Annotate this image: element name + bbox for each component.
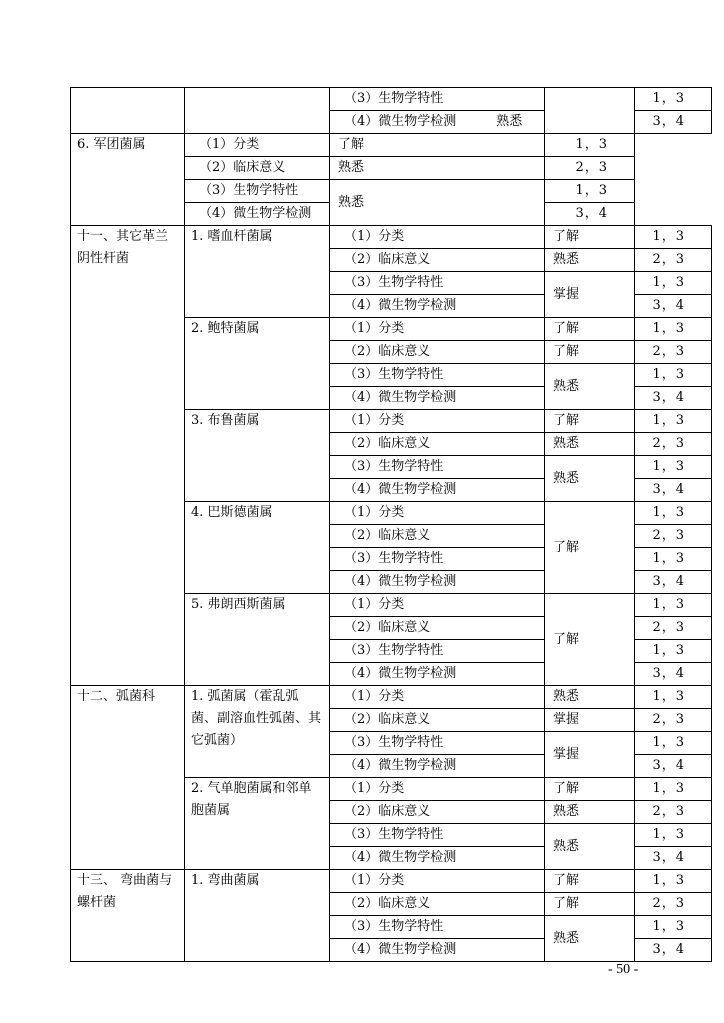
level-cell: 了解 bbox=[545, 893, 635, 916]
section-cell: 1，3 bbox=[635, 88, 712, 111]
level-cell: 掌握 bbox=[545, 709, 635, 732]
level-cell: 熟悉 bbox=[545, 824, 635, 870]
section-cell: 3，4 bbox=[635, 847, 712, 870]
genus-cell: 3. 布鲁菌属 bbox=[185, 410, 330, 502]
item-cell: （2）临床意义 bbox=[330, 433, 545, 456]
genus-cell: 1. 弯曲菌属 bbox=[185, 870, 330, 962]
level-cell: 掌握 bbox=[545, 272, 635, 318]
item-cell: （4）微生物学检测 bbox=[330, 847, 545, 870]
level-cell: 了解 bbox=[330, 134, 545, 157]
item-cell: （3）生物学特性 bbox=[185, 180, 330, 203]
section-cell: 1，3 bbox=[635, 318, 712, 341]
item-cell: （3）生物学特性 bbox=[330, 88, 545, 111]
section-cell: 3，4 bbox=[635, 111, 712, 134]
item-cell: （3）生物学特性 bbox=[330, 824, 545, 847]
item-cell: （4）微生物学检测 bbox=[330, 387, 545, 410]
section-cell: 1，3 bbox=[545, 180, 635, 203]
section-cell: 2，3 bbox=[635, 617, 712, 640]
inline-level-text: 熟悉 bbox=[496, 114, 523, 129]
level-cell: 熟悉 bbox=[545, 916, 635, 962]
section-cell: 3，4 bbox=[635, 663, 712, 686]
level-cell: 了解 bbox=[545, 410, 635, 433]
section-cell: 2，3 bbox=[545, 157, 635, 180]
item-cell: （4）微生物学检测 bbox=[330, 571, 545, 594]
item-cell: （1）分类 bbox=[330, 410, 545, 433]
level-cell: 熟悉 bbox=[545, 801, 635, 824]
level-cell: 熟悉 bbox=[545, 364, 635, 410]
item-cell: （4）微生物学检测 bbox=[330, 939, 545, 962]
table-row bbox=[71, 870, 712, 893]
section-cell: 2，3 bbox=[635, 893, 712, 916]
item-cell: （2）临床意义 bbox=[330, 249, 545, 272]
item-cell: （4）微生物学检测 bbox=[330, 755, 545, 778]
genus-cell: 2. 气单胞菌属和邻单胞菌属 bbox=[185, 778, 330, 870]
item-cell: （2）临床意义 bbox=[330, 709, 545, 732]
level-cell: 掌握 bbox=[545, 732, 635, 778]
section-cell: 1，3 bbox=[635, 824, 712, 847]
level-cell: 了解 bbox=[545, 502, 635, 594]
chapter-cell: 十一、其它革兰阴性杆菌 bbox=[71, 226, 185, 686]
section-cell: 2，3 bbox=[635, 433, 712, 456]
level-cell: 熟悉 bbox=[545, 456, 635, 502]
section-cell: 3，4 bbox=[635, 755, 712, 778]
page-number: - 50 - bbox=[608, 962, 639, 977]
level-cell: 了解 bbox=[545, 226, 635, 249]
level-cell: 了解 bbox=[545, 778, 635, 801]
item-cell: （1）分类 bbox=[330, 870, 545, 893]
item-cell: （3）生物学特性 bbox=[330, 456, 545, 479]
section-cell: 3，4 bbox=[635, 571, 712, 594]
genus-cell: 1. 嗜血杆菌属 bbox=[185, 226, 330, 318]
level-cell: 熟悉 bbox=[545, 686, 635, 709]
item-text: （4）微生物学检测 bbox=[344, 114, 457, 129]
section-cell: 2，3 bbox=[635, 709, 712, 732]
item-cell: （2）临床意义 bbox=[330, 341, 545, 364]
item-cell: （2）临床意义 bbox=[330, 617, 545, 640]
chapter-cell: 十二、弧菌科 bbox=[71, 686, 185, 870]
genus-cell: 5. 弗朗西斯菌属 bbox=[185, 594, 330, 686]
section-cell: 1，3 bbox=[635, 594, 712, 617]
item-cell: （1）分类 bbox=[330, 594, 545, 617]
section-cell: 1，3 bbox=[635, 916, 712, 939]
section-cell: 1，3 bbox=[635, 272, 712, 295]
level-cell: 了解 bbox=[545, 341, 635, 364]
section-cell: 1，3 bbox=[635, 870, 712, 893]
level-cell bbox=[545, 88, 635, 134]
item-cell: （1）分类 bbox=[185, 134, 330, 157]
level-cell: 熟悉 bbox=[545, 433, 635, 456]
level-cell: 了解 bbox=[545, 594, 635, 686]
section-cell: 1，3 bbox=[635, 548, 712, 571]
item-cell: （4）微生物学检测 bbox=[330, 663, 545, 686]
section-cell: 3，4 bbox=[635, 295, 712, 318]
level-cell: 熟悉 bbox=[330, 180, 545, 226]
item-cell: （3）生物学特性 bbox=[330, 364, 545, 387]
section-cell: 2，3 bbox=[635, 249, 712, 272]
syllabus-table bbox=[70, 87, 712, 962]
section-cell: 1，3 bbox=[635, 502, 712, 525]
item-cell: （1）分类 bbox=[330, 502, 545, 525]
table-row bbox=[71, 226, 712, 249]
genus-cell bbox=[185, 88, 330, 134]
section-cell: 2，3 bbox=[635, 341, 712, 364]
section-cell: 1，3 bbox=[635, 732, 712, 755]
level-cell: 熟悉 bbox=[330, 157, 545, 180]
table-row bbox=[71, 134, 712, 157]
chapter-cell: 十三、 弯曲菌与螺杆菌 bbox=[71, 870, 185, 962]
item-cell: （3）生物学特性 bbox=[330, 916, 545, 939]
section-cell: 3，4 bbox=[635, 939, 712, 962]
item-cell: （3）生物学特性 bbox=[330, 640, 545, 663]
section-cell: 1，3 bbox=[635, 640, 712, 663]
level-cell: 了解 bbox=[545, 870, 635, 893]
item-cell: （1）分类 bbox=[330, 686, 545, 709]
level-cell: 了解 bbox=[545, 318, 635, 341]
item-cell: （1）分类 bbox=[330, 226, 545, 249]
item-cell: （2）临床意义 bbox=[185, 157, 330, 180]
genus-cell: 4. 巴斯德菌属 bbox=[185, 502, 330, 594]
genus-cell: 6. 军团菌属 bbox=[71, 134, 185, 226]
section-cell: 1，3 bbox=[635, 456, 712, 479]
section-cell: 3，4 bbox=[635, 387, 712, 410]
section-cell: 1，3 bbox=[635, 364, 712, 387]
item-cell: （4）微生物学检测 bbox=[330, 479, 545, 502]
item-cell bbox=[330, 111, 545, 134]
item-cell: （3）生物学特性 bbox=[330, 272, 545, 295]
item-cell: （2）临床意义 bbox=[330, 525, 545, 548]
item-cell: （1）分类 bbox=[330, 778, 545, 801]
item-cell: （2）临床意义 bbox=[330, 801, 545, 824]
item-cell: （4）微生物学检测 bbox=[330, 295, 545, 318]
section-cell: 1，3 bbox=[635, 226, 712, 249]
item-cell: （2）临床意义 bbox=[330, 893, 545, 916]
section-cell: 1，3 bbox=[635, 778, 712, 801]
section-cell: 1，3 bbox=[635, 686, 712, 709]
item-cell: （3）生物学特性 bbox=[330, 732, 545, 755]
section-cell: 1，3 bbox=[545, 134, 635, 157]
section-cell: 2，3 bbox=[635, 801, 712, 824]
table-row bbox=[71, 88, 712, 111]
genus-cell: 1. 弧菌属（霍乱弧菌、副溶血性弧菌、其它弧菌） bbox=[185, 686, 330, 778]
section-cell: 2，3 bbox=[635, 525, 712, 548]
level-cell: 熟悉 bbox=[545, 249, 635, 272]
table-row bbox=[71, 686, 712, 709]
section-cell: 3，4 bbox=[635, 479, 712, 502]
section-cell: 1，3 bbox=[635, 410, 712, 433]
genus-cell: 2. 鲍特菌属 bbox=[185, 318, 330, 410]
item-cell: （1）分类 bbox=[330, 318, 545, 341]
item-cell: （4）微生物学检测 bbox=[185, 203, 330, 226]
item-cell: （3）生物学特性 bbox=[330, 548, 545, 571]
section-cell: 3，4 bbox=[545, 203, 635, 226]
chapter-cell bbox=[71, 88, 185, 134]
